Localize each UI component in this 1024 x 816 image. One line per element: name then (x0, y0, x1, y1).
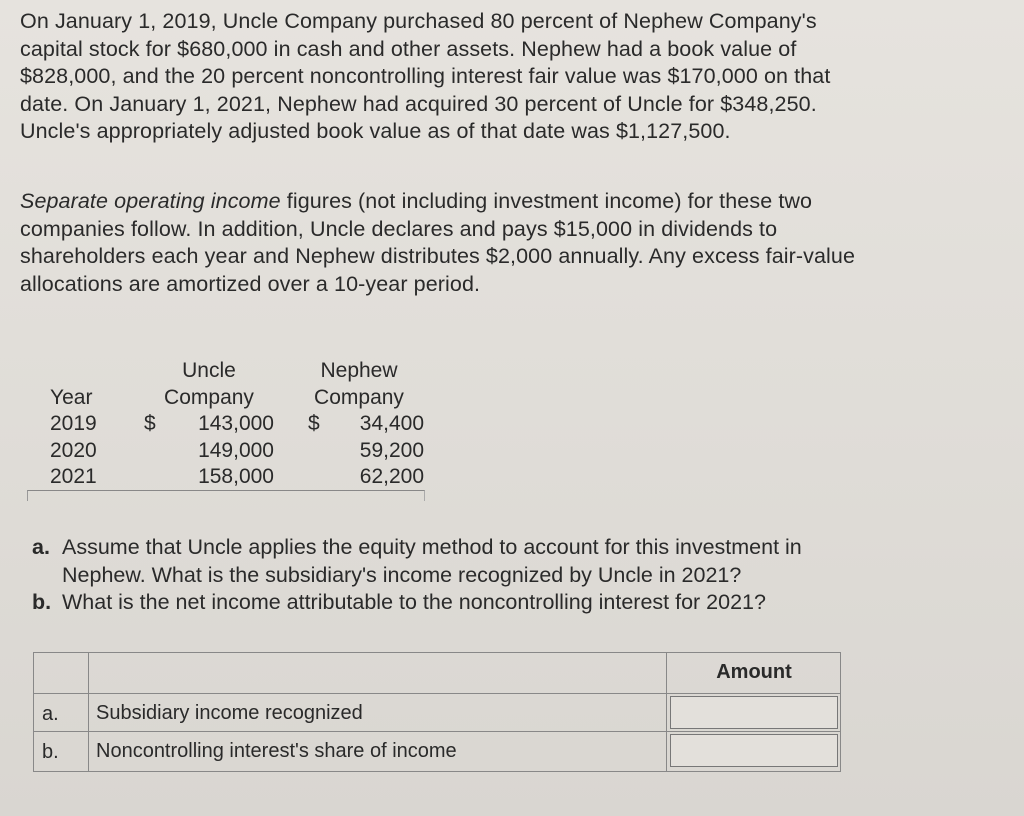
questions-block (32, 534, 992, 617)
problem-paragraph-2 (20, 188, 1010, 298)
row-label: a. (42, 703, 59, 725)
answer-row-b (34, 732, 840, 770)
row-description: Subsidiary income recognized (96, 702, 363, 724)
currency-symbol: $ (308, 412, 320, 435)
nephew-cell: 59,200 (359, 438, 424, 462)
answer-table (33, 652, 841, 772)
question-a-label: a. (32, 535, 50, 559)
noncontrolling-interest-input[interactable] (670, 734, 838, 767)
row-label: b. (42, 741, 59, 763)
table-bottom-rule (27, 490, 425, 501)
text-line: shareholders each year and Nephew distributes $2,000 annually. Any excess fair-value (20, 244, 856, 268)
nephew-value: 34,400 (359, 412, 424, 435)
nephew-cell: 62,200 (359, 465, 424, 488)
uncle-column (144, 358, 274, 491)
nephew-cell (294, 411, 424, 438)
text-line (20, 188, 1010, 216)
uncle-cell (144, 411, 274, 438)
text-line: date. On January 1, 2021, Nephew had acquired 30 percent of Uncle for $348,250. (20, 91, 817, 116)
year-column (50, 358, 120, 491)
nephew-header-line2: Company (314, 385, 404, 409)
question-b-label: b. (32, 590, 52, 614)
text-line: $828,000, and the 20 percent noncontrolling interest fair value was $170,000 on that (20, 64, 831, 88)
question-a (32, 534, 992, 589)
text-line: allocations are amortized over a 10-year period. (20, 271, 481, 296)
uncle-value: 143,000 (198, 412, 274, 435)
currency-symbol: $ (144, 412, 156, 435)
year-header: Year (50, 385, 93, 409)
text-line: capital stock for $680,000 in cash and other assets. Nephew had a book value of (20, 36, 797, 61)
question-a-line: Assume that Uncle applies the equity method to account for this investment in (62, 535, 802, 559)
amount-header: Amount (716, 661, 792, 683)
row-description: Noncontrolling interest's share of income (96, 740, 457, 762)
uncle-cell: 149,000 (198, 438, 274, 462)
text-line: On January 1, 2019, Uncle Company purchased 80 percent of Nephew Company's (20, 9, 817, 33)
nephew-header-line1: Nephew (320, 359, 398, 382)
answer-row-a (34, 694, 840, 732)
text-line: Uncle's appropriately adjusted book value as of that date was $1,127,500. (20, 119, 731, 143)
year-cell: 2020 (50, 438, 97, 462)
uncle-header-line1: Uncle (182, 359, 236, 382)
text-line: companies follow. In addition, Uncle declares and pays $15,000 in dividends to (20, 216, 778, 241)
question-a-line: Nephew. What is the subsidiary's income recognized by Uncle in 2021? (62, 562, 742, 587)
text-fragment: figures (not including investment income) for these two (280, 189, 813, 213)
year-cell: 2021 (50, 465, 97, 488)
year-cell: 2019 (50, 412, 97, 435)
question-b-line: What is the net income attributable to the noncontrolling interest for 2021? (62, 590, 766, 614)
nephew-column (294, 358, 424, 491)
uncle-header-line2: Company (164, 385, 254, 409)
italic-term: Separate operating income (20, 189, 281, 213)
subsidiary-income-input[interactable] (670, 696, 838, 729)
uncle-cell: 158,000 (198, 465, 274, 488)
question-b (32, 589, 992, 617)
problem-paragraph-1 (20, 8, 1010, 146)
